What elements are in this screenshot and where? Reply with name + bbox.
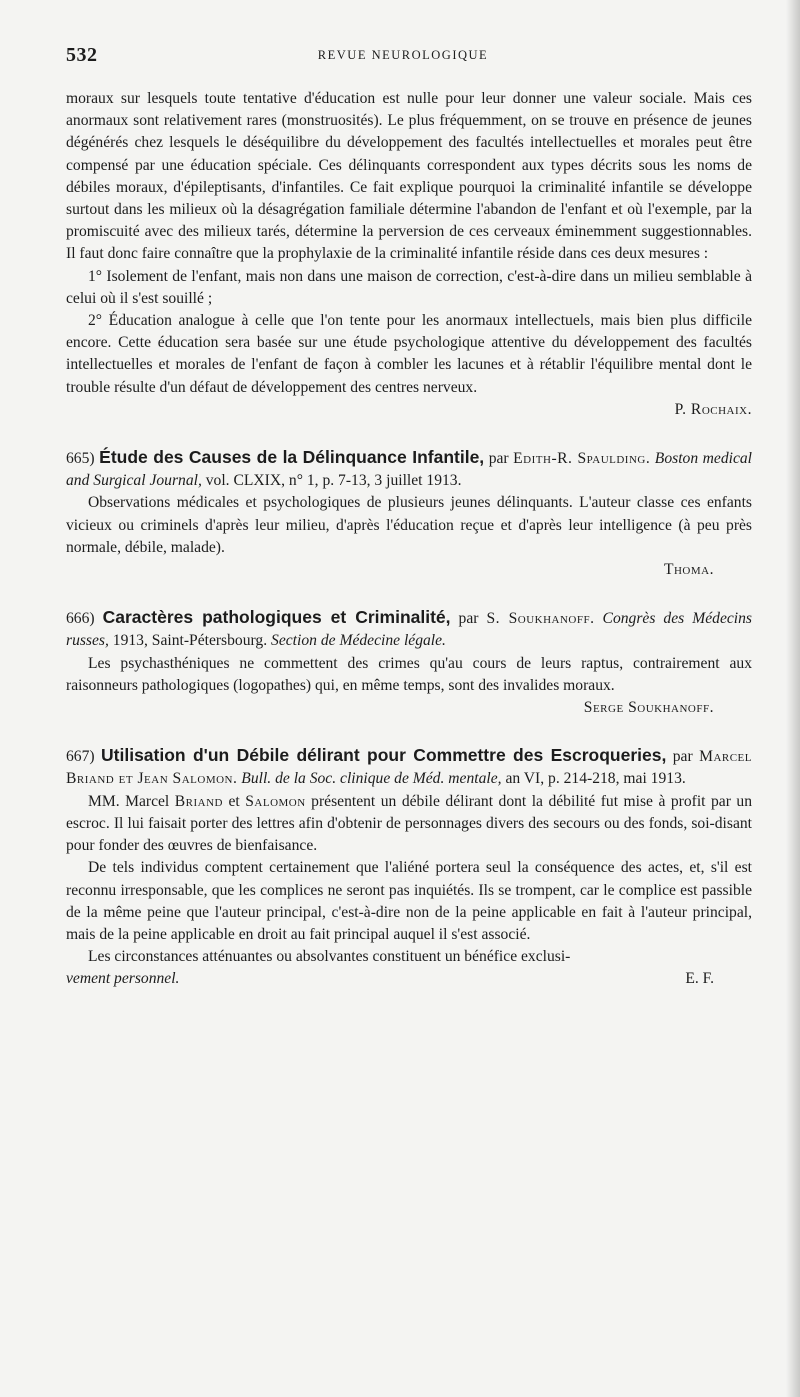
body-text: MM. Marcel: [88, 792, 175, 810]
abstract-title: Étude des Causes de la Délinquance Infantile,: [99, 447, 485, 468]
intro-paragraph: moraux sur lesquels toute tentative d'éducation est nulle pour leur donner une valeur sociale. Mais ces anormaux sont relativement rares (monstruosités). Le plus fréquemment, on se trouve en présence de jeunes dégénérés chez lesquels le déséquilibre du développement des facultés intellectuelles et morales peut être compensé par une éducation spéciale. Ces délinquants correspondent aux types décrits sous les noms de débiles moraux, d'épileptisants, d'infantiles. Ce fait explique pourquoi la criminalité infantile se développe surtout dans les milieux où la désagrégation familiale détermine l'abandon de l'enfant et où l'exemple, par la promiscuité avec des milieux tarés, détermine la perversion de ces cerveaux éminemment suggestionnables. Il faut donc faire connaître que la prophylaxie de la criminalité infantile réside dans ces deux mesures :: [66, 90, 752, 263]
author-name-salomon: Salomon: [245, 792, 306, 810]
intro-point-1: 1° Isolement de l'enfant, mais non dans une maison de correction, c'est-à-dire dans un milieu semblable à celui où il s'est souillé ;: [66, 267, 752, 307]
abstract-665: [66, 446, 752, 581]
abstract-body-2: De tels individus comptent certainement que l'aliéné portera seul la conséquence des actes, et, s'il est reconnu irresponsable, que les complices ne seront pas inquiétés. Ils se trompent, car le complice est passible de la même peine que l'auteur principal, c'est-à-dire non de la peine applicable en fait à l'auteur principal, mais de la peine applicable en droit au fait principal auquel il s'est associé.: [66, 859, 752, 943]
abstract-body-3: Les circonstances atténuantes ou absolvantes constituent un bénéfice exclusi-: [88, 948, 571, 966]
abstract-source-congress: Congrès des Médecins russes,: [66, 610, 752, 650]
abstract-source-ref: an VI, p. 214-218, mai 1913.: [501, 770, 686, 788]
abstract-tail: [66, 968, 752, 990]
abstract-body: Observations médicales et psychologiques de plusieurs jeunes délinquants. L'auteur classe ces enfants vicieux ou criminels d'après leur milieu, d'après l'éducation reçue et d'après leur intelligence (à peu près normale, débile, malade).: [66, 494, 752, 556]
abstract-source-ref: vol. CLXIX, n° 1, p. 7-13, 3 juillet 1913.: [201, 472, 462, 490]
abstract-title: Utilisation d'un Débile délirant pour Commettre des Escroqueries,: [101, 745, 667, 766]
abstract-heading: [66, 606, 752, 652]
abstract-heading: [66, 446, 752, 492]
page-content: [66, 88, 752, 991]
intro-point-2: 2° Éducation analogue à celle que l'on tente pour les anormaux intellectuels, mais bien plus difficile encore. Cette éducation sera basée sur une étude psychologique attentive du développement des facultés intellectuelles et morales de l'enfant de façon à combler les lacunes et à rétablir l'équilibre mental dont le trouble résulte d'un défaut de développement des centres nerveux.: [66, 312, 752, 396]
author-name-briand: Briand: [174, 792, 223, 810]
abstract-signature: Serge Soukhanoff.: [583, 699, 714, 717]
abstract-number: 666): [66, 610, 95, 628]
abstract-body: Les psychasthéniques ne commettent des crimes qu'au cours de leurs raptus, contrairement aux raisonneurs pathologiques (logopathes) qui, en même temps, sont des invalides moraux.: [66, 654, 752, 694]
abstract-author: Marcel Briand et Jean Salomon.: [66, 748, 752, 788]
by-text: par: [450, 610, 487, 628]
abstract-number: 665): [66, 450, 95, 468]
abstract-source-bulletin: Bull. de la Soc. clinique de Méd. mentale,: [237, 770, 502, 788]
page-edge-shadow: [786, 0, 800, 1397]
abstract-body-1: [66, 791, 752, 858]
abstract-signature: Thoma.: [663, 561, 714, 579]
by-text: par: [484, 450, 514, 468]
by-text: par: [666, 748, 700, 766]
abstract-signature: E. F.: [685, 970, 714, 988]
abstract-source-section: Section de Médecine légale.: [267, 632, 446, 650]
page-header: [66, 44, 740, 68]
body-text: et: [223, 792, 246, 810]
signature-rochaix: P. Rochaix.: [674, 400, 752, 418]
abstract-author: Edith-R. Spaulding.: [513, 450, 651, 468]
body-text: présentent un débile délirant dont la débilité fut mise à profit par un escroc. Il lui faisait porter des lettres afin d'obtenir de personnages divers des secours ou des fonds, soi-disant pour fonder des œuvres de bienfaisance.: [66, 792, 752, 855]
abstract-source-ref: 1913, Saint-Pétersbourg.: [108, 632, 268, 650]
abstract-number: 667): [66, 748, 95, 766]
abstract-author: S. Soukhanoff.: [486, 610, 595, 628]
abstract-body-continuation: vement personnel.: [66, 970, 180, 988]
abstract-source-journal: Boston medical and Surgical Journal,: [66, 450, 753, 490]
running-title: REVUE NEUROLOGIQUE: [317, 48, 489, 62]
page-number: 532: [66, 44, 98, 66]
abstract-667: [66, 744, 752, 990]
abstract-heading: [66, 744, 752, 790]
abstract-666: [66, 606, 752, 719]
abstract-title: Caractères pathologiques et Criminalité,: [102, 607, 451, 628]
